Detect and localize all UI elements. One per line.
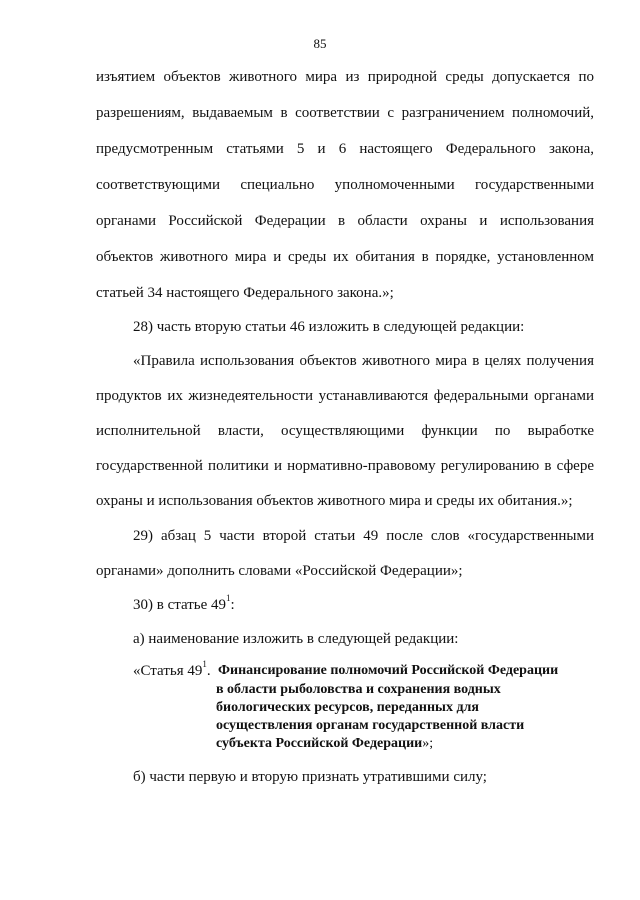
paragraph-line: органами Российской Федерации в области охраны и использования xyxy=(96,213,594,229)
paragraph-line: изъятием объектов животного мира из природной среды допускается по xyxy=(96,69,594,85)
article-heading-line: субъекта Российской Федерации»; xyxy=(216,736,434,751)
article-heading-line: Финансирование полномочий Российской Федерации xyxy=(218,663,559,678)
article-heading-label: «Статья $49^1$. xyxy=(133,659,211,679)
item-30a: а) наименование изложить в следующей редакции: xyxy=(133,631,459,647)
paragraph-line: предусмотренным статьями 5 и 6 настоящего Федерального закона, xyxy=(96,141,594,157)
quote-line: «Правила использования объектов животного мира в целях получения xyxy=(133,353,594,369)
article-heading-line: биологических ресурсов, переданных для xyxy=(216,700,479,715)
quote-line: охраны и использования объектов животного мира и среды их обитания.»; xyxy=(96,493,573,509)
paragraph-line: статьей 34 настоящего Федерального закона.»; xyxy=(96,285,394,301)
item-28: 28) часть вторую статьи 46 изложить в следующей редакции: xyxy=(133,319,525,335)
item-29-line: 29) абзац 5 части второй статьи 49 после слов «государственными xyxy=(133,528,594,544)
item-29-line: органами» дополнить словами «Российской Федерации»; xyxy=(96,563,463,579)
quote-line: исполнительной власти, осуществляющими функции по выработке xyxy=(96,423,594,439)
paragraph-line: соответствующими специально уполномоченными государственными xyxy=(96,177,594,193)
paragraph-line: разрешениям, выдаваемым в соответствии с разграничением полномочий, xyxy=(96,105,594,121)
quote-line: государственной политики и нормативно-правовому регулированию в сфере xyxy=(96,458,594,474)
article-heading-line: осуществления органам государственной власти xyxy=(216,718,525,733)
item-30: 30) в статье $49^1$: xyxy=(133,593,235,613)
quote-line: продуктов их жизнедеятельности устанавливаются федеральными органами xyxy=(96,388,594,404)
paragraph-line: объектов животного мира и среды их обитания в порядке, установленном xyxy=(96,249,594,265)
page-number: 85 xyxy=(313,36,327,51)
article-heading-line: в области рыболовства и сохранения водных xyxy=(216,682,501,697)
item-30b: б) части первую и вторую признать утратившими силу; xyxy=(133,769,487,785)
